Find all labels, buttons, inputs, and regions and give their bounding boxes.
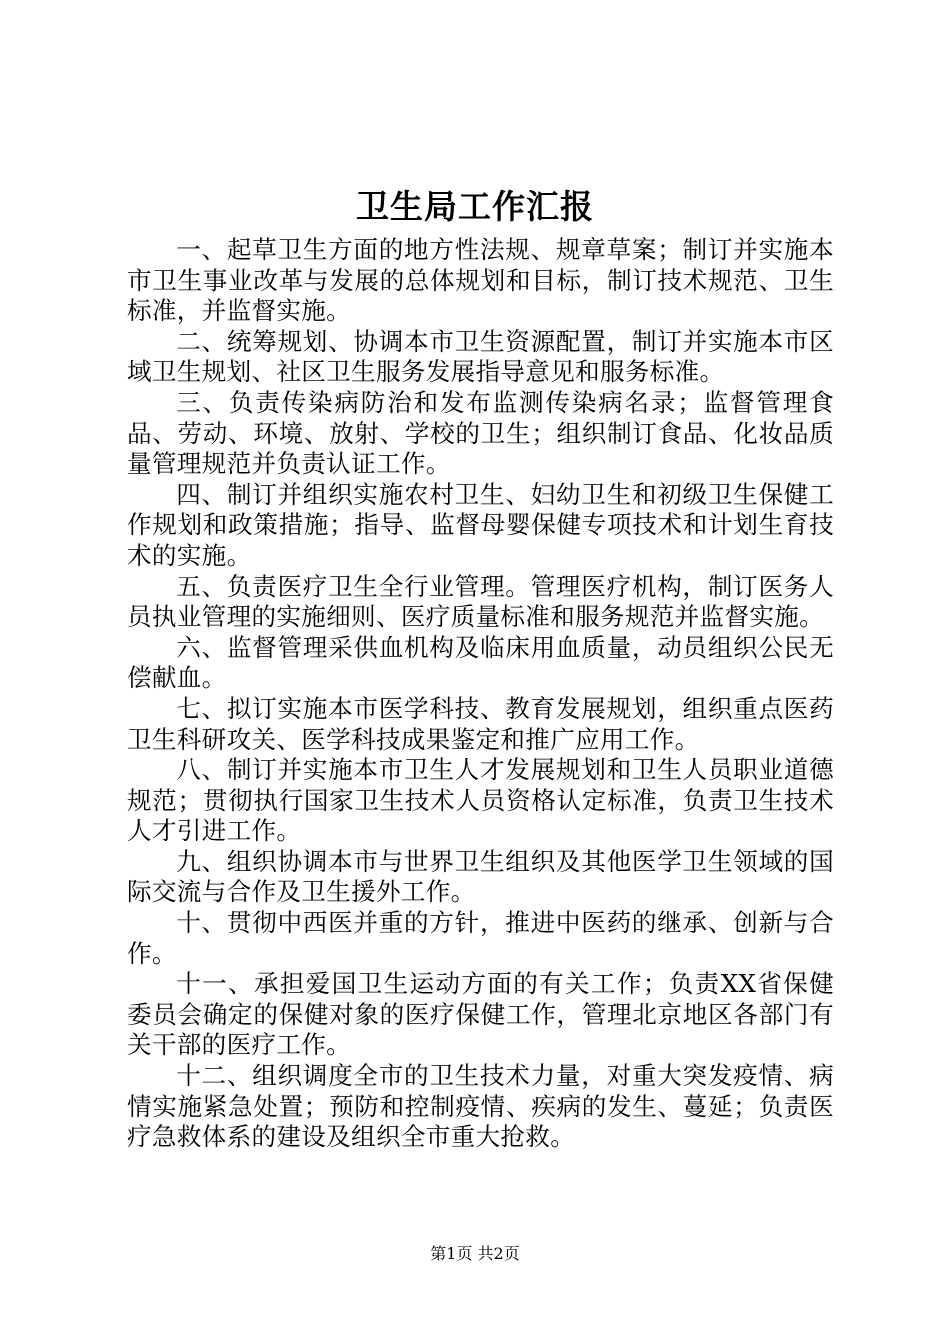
document-title: 卫生局工作汇报 (356, 187, 594, 226)
paragraph-7: 七、拟订实施本市医学科技、教育发展规划，组织重点医药卫生科研攻关、医学科技成果鉴定和推广应用工作。 (127, 693, 834, 754)
paragraph-11: 十一、承担爱国卫生运动方面的有关工作；负责XX省保健委员会确定的保健对象的医疗保健工作，管理北京地区各部门有关干部的医疗工作。 (127, 969, 834, 1060)
paragraph-9: 九、组织协调本市与世界卫生组织及其他医学卫生领域的国际交流与合作及卫生援外工作。 (127, 846, 834, 907)
paragraph-6: 六、监督管理采供血机构及临床用血质量，动员组织公民无偿献血。 (127, 632, 834, 693)
paragraph-8: 八、制订并实施本市卫生人才发展规划和卫生人员职业道德规范；贯彻执行国家卫生技术人员资格认定标准，负责卫生技术人才引进工作。 (127, 755, 834, 846)
paragraph-10: 十、贯彻中西医并重的方针，推进中医药的继承、创新与合作。 (127, 908, 834, 968)
paragraph-4: 四、制订并组织实施农村卫生、妇幼卫生和初级卫生保健工作规划和政策措施；指导、监督母婴保健专项技术和计划生育技术的实施。 (127, 479, 834, 570)
document-body (127, 235, 834, 1153)
paragraph-3: 三、负责传染病防治和发布监测传染病名录；监督管理食品、劳动、环境、放射、学校的卫生；组织制订食品、化妆品质量管理规范并负责认证工作。 (127, 387, 834, 479)
paragraph-12: 十二、组织调度全市的卫生技术力量，对重大突发疫情、病情实施紧急处置；预防和控制疫情、疾病的发生、蔓延；负责医疗急救体系的建设及组织全市重大抢救。 (127, 1061, 834, 1152)
paragraph-1: 一、起草卫生方面的地方性法规、规章草案；制订并实施本市卫生事业改革与发展的总体规划和目标，制订技术规范、卫生标准，并监督实施。 (127, 235, 834, 326)
paragraph-5: 五、负责医疗卫生全行业管理。管理医疗机构，制订医务人员执业管理的实施细则、医疗质量标准和服务规范并监督实施。 (127, 571, 834, 632)
page-footer: 第1页 共2页 (430, 1244, 520, 1263)
paragraph-2: 二、统筹规划、协调本市卫生资源配置，制订并实施本市区域卫生规划、社区卫生服务发展指导意见和服务标准。 (127, 326, 834, 387)
